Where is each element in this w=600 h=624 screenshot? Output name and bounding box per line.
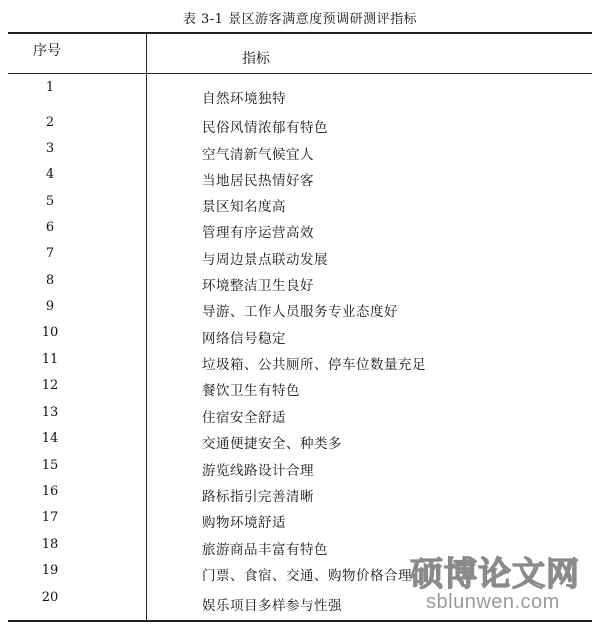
- row-index: 12: [41, 378, 59, 393]
- row-metric: 空气清新气候宜人: [202, 147, 314, 163]
- watermark-logo: 硕博论文网: [410, 554, 580, 593]
- row-index: 11: [41, 352, 59, 367]
- row-metric: 门票、食宿、交通、购物价格合理: [202, 568, 412, 584]
- row-index: 10: [41, 325, 59, 340]
- row-metric: 环境整洁卫生良好: [202, 278, 314, 294]
- row-metric: 垃圾箱、公共厕所、停车位数量充足: [202, 357, 426, 373]
- row-metric: 自然环境独特: [202, 91, 286, 107]
- row-index: 7: [45, 246, 55, 261]
- row-index: 9: [45, 299, 55, 314]
- row-metric: 网络信号稳定: [202, 331, 286, 347]
- row-metric: 路标指引完善清晰: [202, 489, 314, 505]
- table-top-rule: [8, 32, 592, 34]
- row-index: 14: [41, 431, 59, 446]
- row-index: 4: [45, 167, 55, 182]
- row-metric: 娱乐项目多样参与性强: [202, 598, 342, 614]
- row-metric: 导游、工作人员服务专业态度好: [202, 304, 398, 320]
- table-header-rule: [8, 73, 592, 74]
- row-index: 6: [45, 220, 55, 235]
- row-metric: 旅游商品丰富有特色: [202, 542, 328, 558]
- table-bottom-rule: [8, 620, 592, 622]
- row-metric: 民俗风情浓郁有特色: [202, 120, 328, 136]
- watermark: [410, 548, 590, 618]
- row-index: 2: [45, 115, 55, 130]
- row-index: 20: [41, 590, 59, 605]
- row-index: 16: [41, 484, 59, 499]
- row-index: 18: [41, 537, 59, 552]
- row-metric: 交通便捷安全、种类多: [202, 436, 342, 452]
- row-metric: 景区知名度高: [202, 199, 286, 215]
- row-index: 1: [45, 80, 55, 95]
- row-index: 8: [45, 273, 55, 288]
- row-metric: 管理有序运营高效: [202, 225, 314, 241]
- row-index: 15: [41, 458, 59, 473]
- row-metric: 当地居民热情好客: [202, 173, 314, 189]
- row-metric: 购物环境舒适: [202, 515, 286, 531]
- header-index: 序号: [33, 43, 61, 59]
- table-column-divider: [146, 34, 147, 620]
- row-index: 17: [41, 510, 59, 525]
- row-metric: 与周边景点联动发展: [202, 252, 328, 268]
- row-metric: 住宿安全舒适: [202, 410, 286, 426]
- table-caption: 表 3-1 景区游客满意度预调研测评指标: [182, 12, 418, 27]
- row-index: 13: [41, 405, 59, 420]
- row-index: 3: [45, 141, 55, 156]
- row-metric: 餐饮卫生有特色: [202, 383, 300, 399]
- row-index: 5: [45, 194, 55, 209]
- header-metric: 指标: [242, 51, 270, 67]
- row-index: 19: [41, 563, 59, 578]
- row-metric: 游览线路设计合理: [202, 463, 314, 479]
- watermark-url: sblunwen.com: [426, 591, 560, 613]
